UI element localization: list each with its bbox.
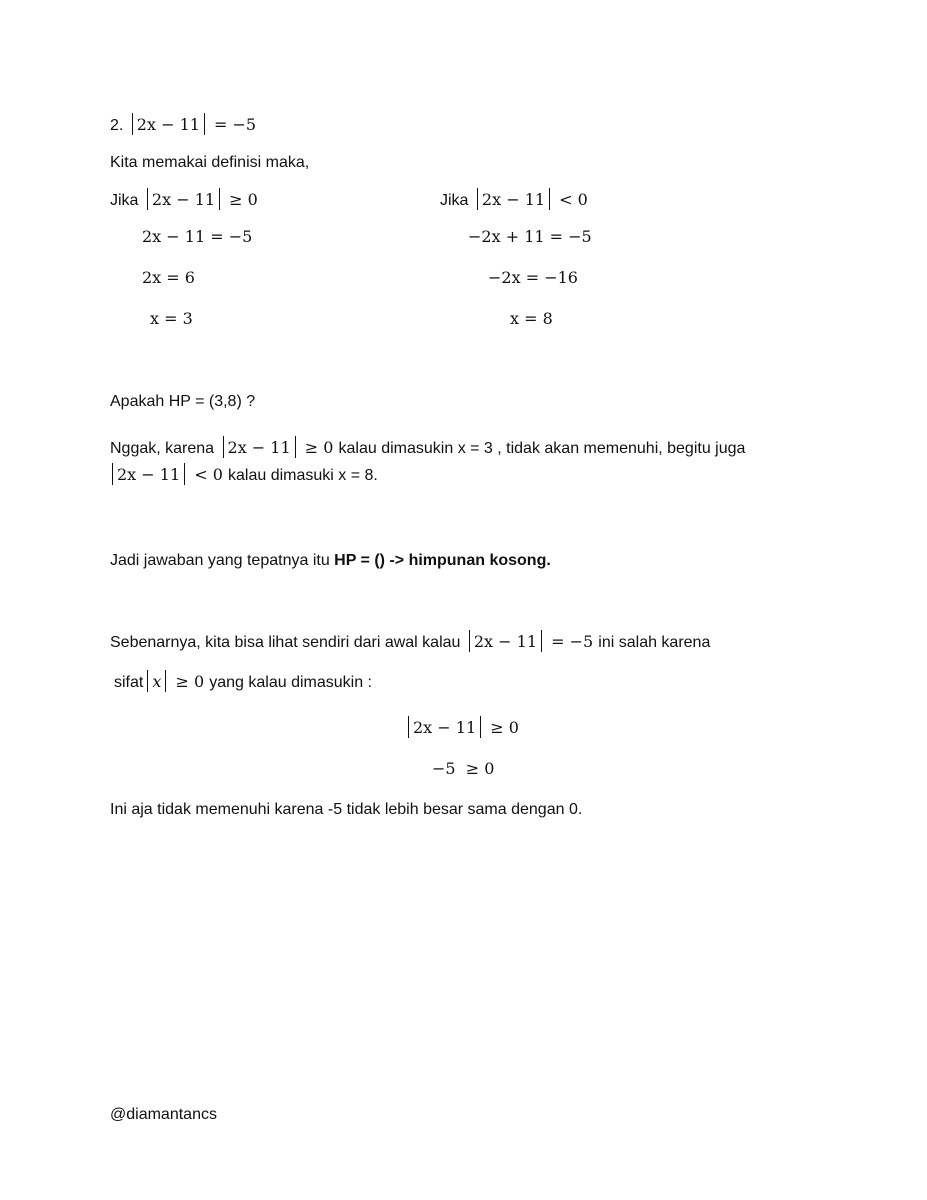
case-left-math xyxy=(143,190,258,209)
answer-abs2: 2x − 11 xyxy=(117,465,181,484)
note-line2-rel: ≥ 0 xyxy=(175,672,205,691)
note-final: Ini aja tidak memenuhi karena -5 tidak lebih besar sama dengan 0. xyxy=(110,801,583,818)
note-line1-rel: = −5 xyxy=(551,632,594,651)
note-line1 xyxy=(110,630,710,655)
case-left-step1: 2x − 11 = −5 xyxy=(142,227,253,246)
case-left-label: Jika xyxy=(110,192,139,209)
note-line2-math xyxy=(143,672,209,691)
abs-bar-right xyxy=(184,463,185,485)
case-left-step3: x = 3 xyxy=(150,309,193,328)
intro-text: Kita memakai definisi maka, xyxy=(110,154,310,171)
abs-bar-right xyxy=(480,716,481,738)
abs-bar-left xyxy=(147,188,148,210)
abs-bar-left xyxy=(469,630,470,652)
conclusion-prefix: Jadi jawaban yang tepatnya itu xyxy=(110,552,330,569)
case-right-math xyxy=(473,190,588,209)
abs-bar-left xyxy=(477,188,478,210)
problem-heading xyxy=(110,113,256,138)
abs-bar-right xyxy=(549,188,550,210)
answer-prefix: Nggak, karena xyxy=(110,440,215,457)
note-center2: −5 ≥ 0 xyxy=(432,759,495,778)
case-left-rel: ≥ 0 xyxy=(229,190,258,209)
note-line2-prefix: sifat xyxy=(114,674,144,691)
problem-rhs: = −5 xyxy=(214,115,257,134)
answer-rel1: ≥ 0 xyxy=(304,438,334,457)
note-line1-abs: 2x − 11 xyxy=(473,632,538,651)
note-line1-prefix: Sebenarnya, kita bisa lihat sendiri dari awal kalau xyxy=(110,634,461,651)
note-line2-abs: x xyxy=(152,672,162,691)
case-right-condition xyxy=(440,188,588,213)
answer-line1 xyxy=(110,436,745,461)
answer-rel2: < 0 xyxy=(194,465,223,484)
answer-abs1: 2x − 11 xyxy=(227,438,291,457)
note-line2 xyxy=(114,670,372,695)
abs-bar-left xyxy=(132,113,133,135)
case-right-label: Jika xyxy=(440,192,469,209)
note-line2-suffix: yang kalau dimasukin : xyxy=(209,674,372,691)
conclusion-bold: HP = () -> himpunan kosong. xyxy=(334,552,551,569)
problem-equation xyxy=(128,115,256,134)
abs-bar-right xyxy=(165,670,166,692)
note-line1-math xyxy=(465,632,598,651)
answer-line2 xyxy=(108,463,378,488)
case-right-step3: x = 8 xyxy=(510,309,553,328)
abs-bar-left xyxy=(147,670,148,692)
abs-bar-right xyxy=(295,436,296,458)
note-line1-suffix: ini salah karena xyxy=(598,634,711,651)
note-center1 xyxy=(404,716,519,740)
case-left-condition xyxy=(110,188,258,213)
question-text: Apakah HP = (3,8) ? xyxy=(110,393,256,410)
case-left-step2: 2x = 6 xyxy=(142,268,195,287)
abs-bar-right xyxy=(541,630,542,652)
problem-abs-inner: 2x − 11 xyxy=(136,115,200,134)
conclusion-line xyxy=(110,549,551,573)
answer-math1 xyxy=(219,438,339,457)
case-right-abs: 2x − 11 xyxy=(481,190,546,209)
abs-bar-right xyxy=(204,113,205,135)
footer-handle: @diamantancs xyxy=(110,1106,217,1123)
problem-number: 2. xyxy=(110,117,124,134)
case-right-rel: < 0 xyxy=(559,190,588,209)
abs-bar-left xyxy=(112,463,113,485)
case-left-abs: 2x − 11 xyxy=(151,190,216,209)
case-right-step2: −2x = −16 xyxy=(488,268,578,287)
answer-suffix: kalau dimasuki x = 8. xyxy=(228,467,378,484)
note-center1-abs: 2x − 11 xyxy=(413,718,477,737)
case-right-step1: −2x + 11 = −5 xyxy=(468,227,592,246)
abs-bar-right xyxy=(219,188,220,210)
abs-bar-left xyxy=(223,436,224,458)
answer-math2 xyxy=(108,465,228,484)
answer-mid: kalau dimasukin x = 3 , tidak akan memenuhi, begitu juga xyxy=(338,440,746,457)
abs-bar-left xyxy=(408,716,409,738)
note-center1-rel: ≥ 0 xyxy=(490,718,519,737)
